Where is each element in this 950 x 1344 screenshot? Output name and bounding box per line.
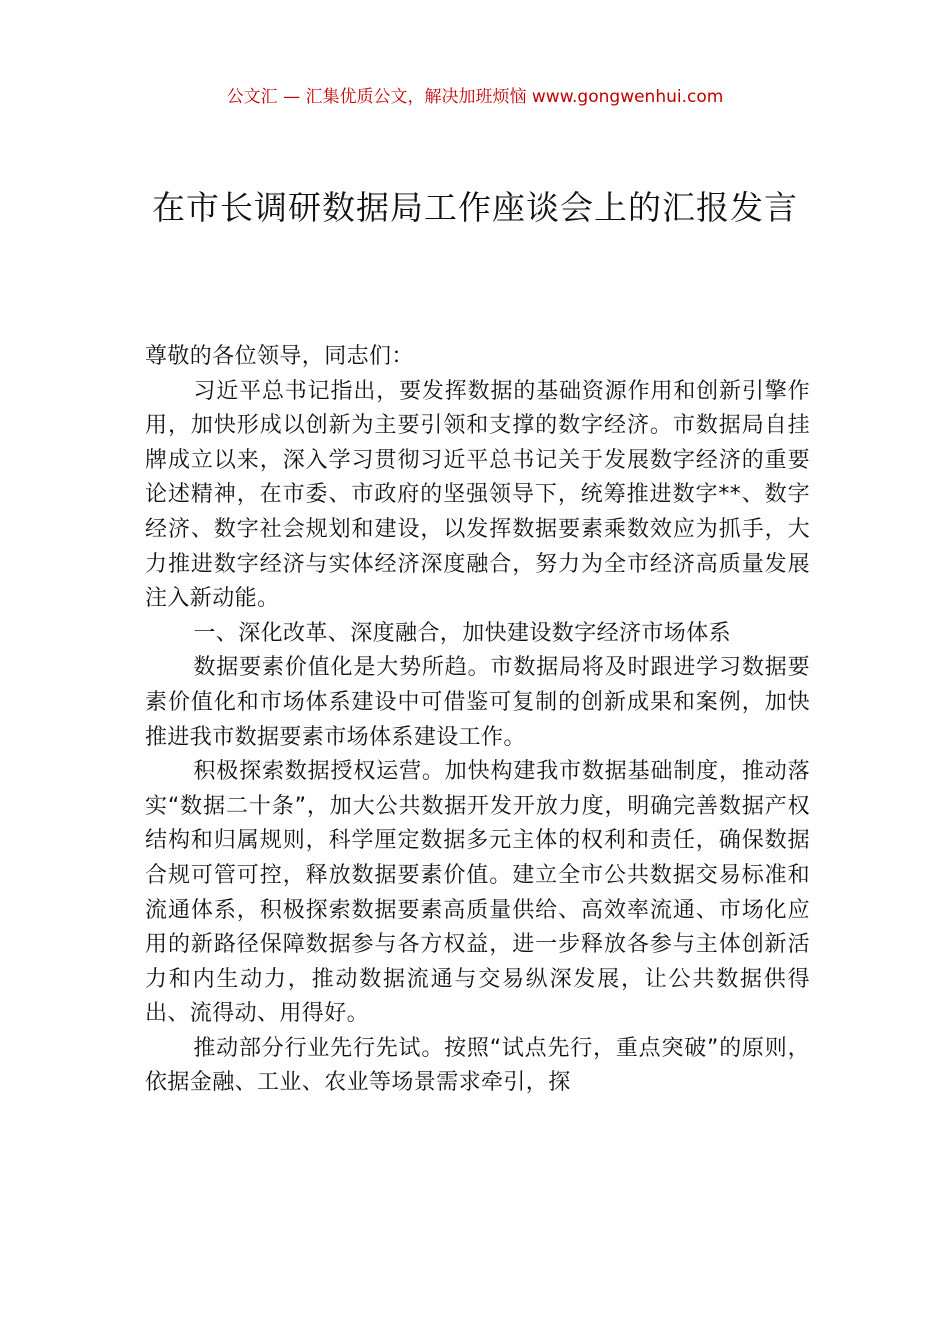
section-heading-1: 一、深化改革、深度融合，加快建设数字经济市场体系 [193,620,731,646]
site-header-banner: 公文汇 — 汇集优质公文，解决加班烦恼 www.gongwenhui.com [226,87,724,107]
paragraph-data-value: 数据要素价值化是大势所趋。市数据局将及时跟进学习数据要素价值化和市场体系建设中可借鉴可复制的创新成果和案例，加快推进我市数据要素市场体系建设工作。 [145,655,810,750]
paragraph-authorized-operation: 积极探索数据授权运营。加快构建我市数据基础制度，推动落实“数据二十条”，加大公共数据开发开放力度，明确完善数据产权结构和归属规则，科学厘定数据多元主体的权利和责任，确保数据合规可管可控，释放数据要素价值。建立全市公共数据交易标准和流通体系，积极探索数据要素高质量供给、高效率流通、市场化应用的新路径保障数据参与各方权益，进一步释放各参与主体创新活力和内生动力，推动数据流通与交易纵深发展，让公共数据供得出、流得动、用得好。 [145,759,810,1027]
paragraph-pilot-industries: 推动部分行业先行先试。按照“试点先行，重点突破”的原则，依据金融、工业、农业等场景需求牵引，探 [145,1035,810,1096]
document-title: 在市长调研数据局工作座谈会上的汇报发言 [152,188,798,227]
document-body [145,340,810,1101]
salutation: 尊敬的各位领导，同志们： [145,344,414,369]
paragraph-intro: 习近平总书记指出，要发挥数据的基础资源作用和创新引擎作用，加快形成以创新为主要引领和支撑的数字经济。市数据局自挂牌成立以来，深入学习贯彻习近平总书记关于发展数字经济的重要论述精神，在市委、市政府的坚强领导下，统筹推进数字**、数字经济、数字社会规划和建设，以发挥数据要素乘数效应为抓手，大力推进数字经济与实体经济深度融合，努力为全市经济高质量发展注入新动能。 [145,378,810,612]
